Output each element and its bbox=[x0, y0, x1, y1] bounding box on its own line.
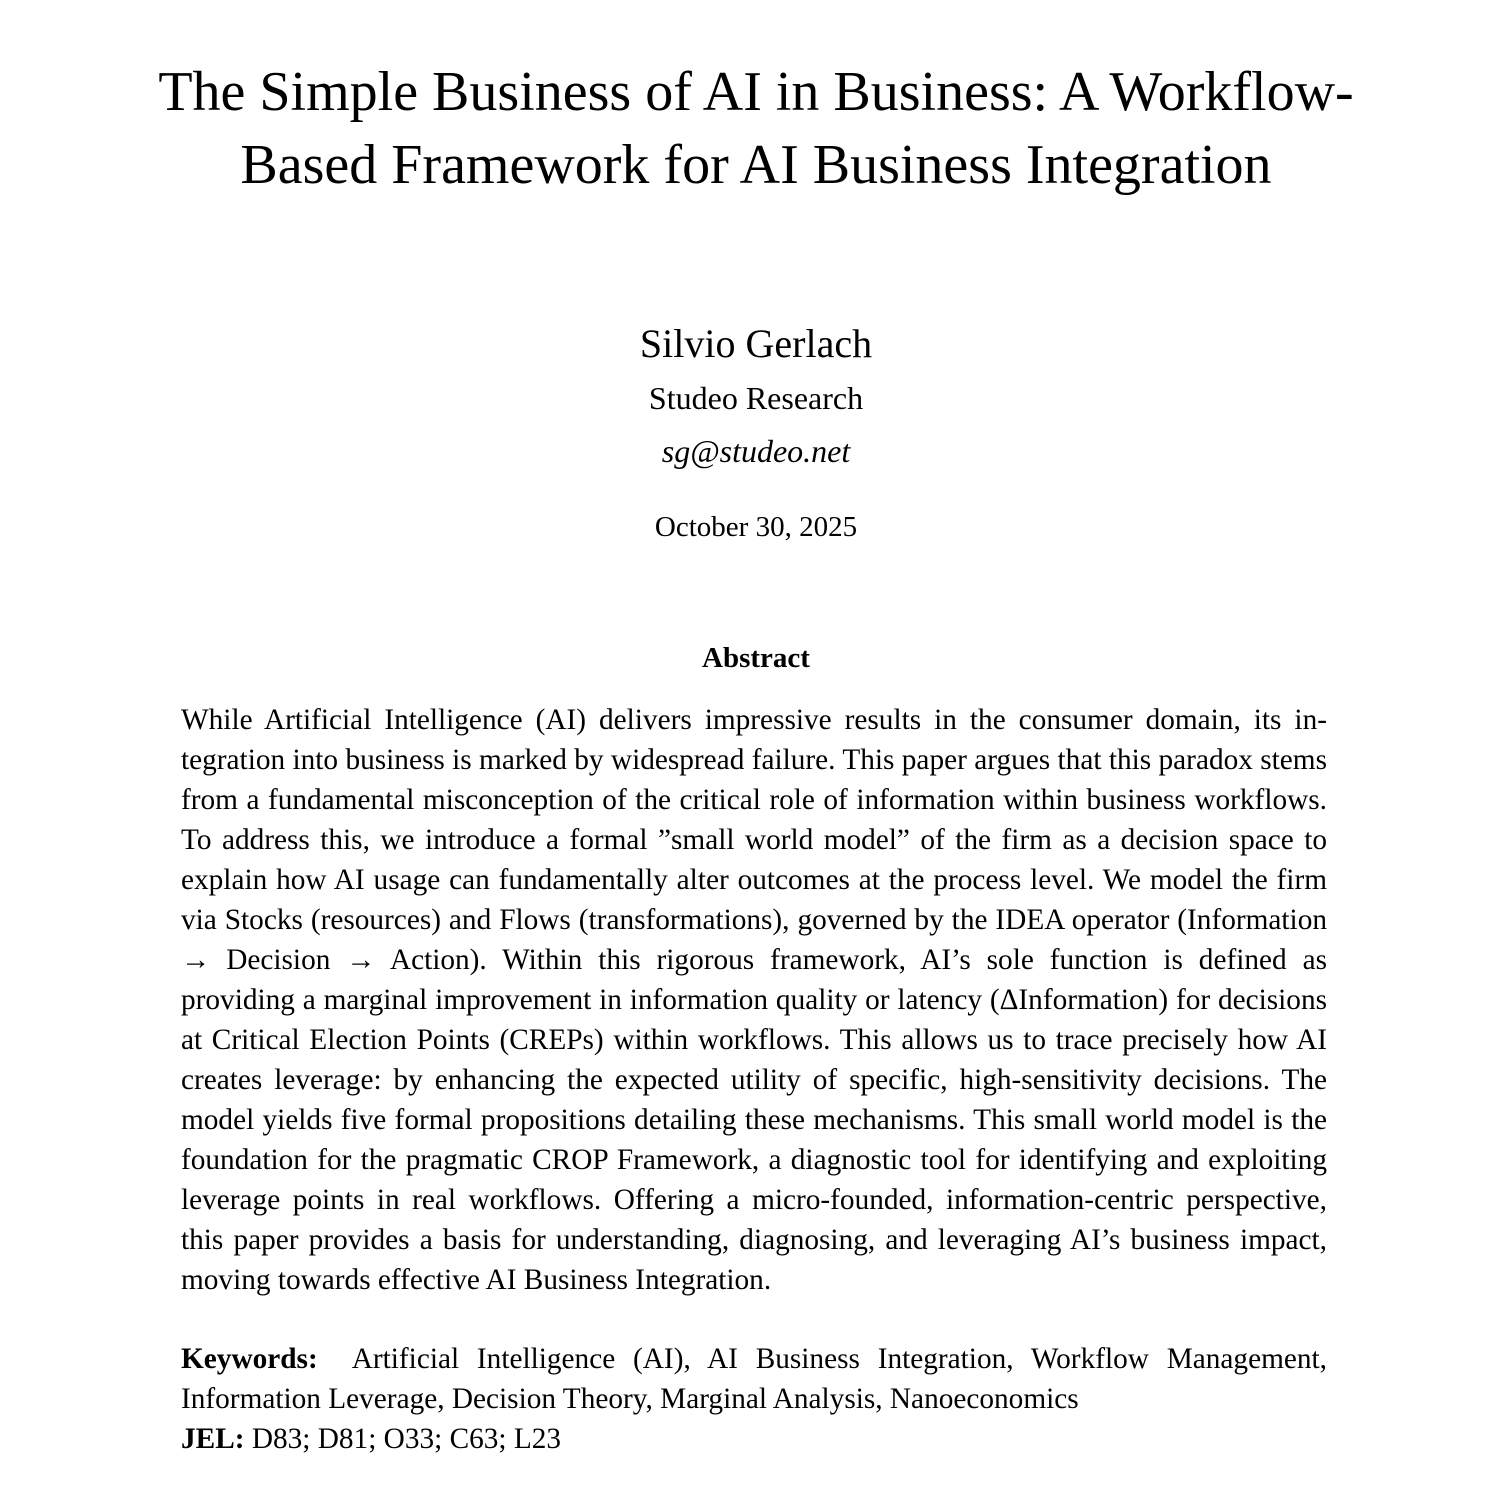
author-name: Silvio Gerlach bbox=[639, 321, 873, 366]
keywords-text: Artificial Intelligence (AI), AI Business Integration, Workflow Management, Information Leverage, Decision Theory, Marginal Analysis, Nanoeconomics bbox=[181, 1343, 1327, 1415]
author-affiliation: Studeo Research bbox=[648, 380, 864, 416]
keywords-line bbox=[181, 1339, 1327, 1419]
author-email: sg@studeo.net bbox=[661, 433, 851, 469]
jel-label: JEL: bbox=[181, 1423, 245, 1455]
jel-codes: D83; D81; O33; C63; L23 bbox=[251, 1423, 562, 1455]
keywords-label: Keywords: bbox=[181, 1343, 318, 1375]
jel-line bbox=[181, 1419, 1327, 1459]
publication-date: October 30, 2025 bbox=[654, 511, 858, 543]
abstract-body: While Artificial Intelligence (AI) delivers impressive results in the consumer domain, its integration into business is marked by widespread failure. This paper argues that this paradox stems from a fundamental misconception of the critical role of information within business workflows. To address this, we introduce a formal ”small world model” of the firm as a decision space to explain how AI usage can fundamentally alter outcomes at the process level. We model the firm via Stocks (resources) and Flows (transformations), governed by the IDEA operator (Information → Decision → Action). Within this rigorous framework, AI’s sole function is defined as providing a marginal improvement in information quality or latency (ΔInformation) for decisions at Critical Election Points (CREPs) within workflows. This allows us to trace precisely how AI creates leverage: by enhancing the expected utility of specific, high-sensitivity decisions. The model yields five formal propositions detailing these mechanisms. This small world model is the foundation for the pragmatic CROP Framework, a diagnostic tool for identifying and exploiting leverage points in real workflows. Offering a micro-founded, information-centric perspective, this paper provides a basis for understanding, diagnosing, and leveraging AI’s business impact, moving towards effective AI Business Integration. bbox=[181, 704, 1327, 1296]
paper-title: The Simple Business of AI in Business: A Workflow-Based Framework for AI Business Integration bbox=[158, 61, 1354, 196]
abstract-heading: Abstract bbox=[702, 642, 810, 674]
